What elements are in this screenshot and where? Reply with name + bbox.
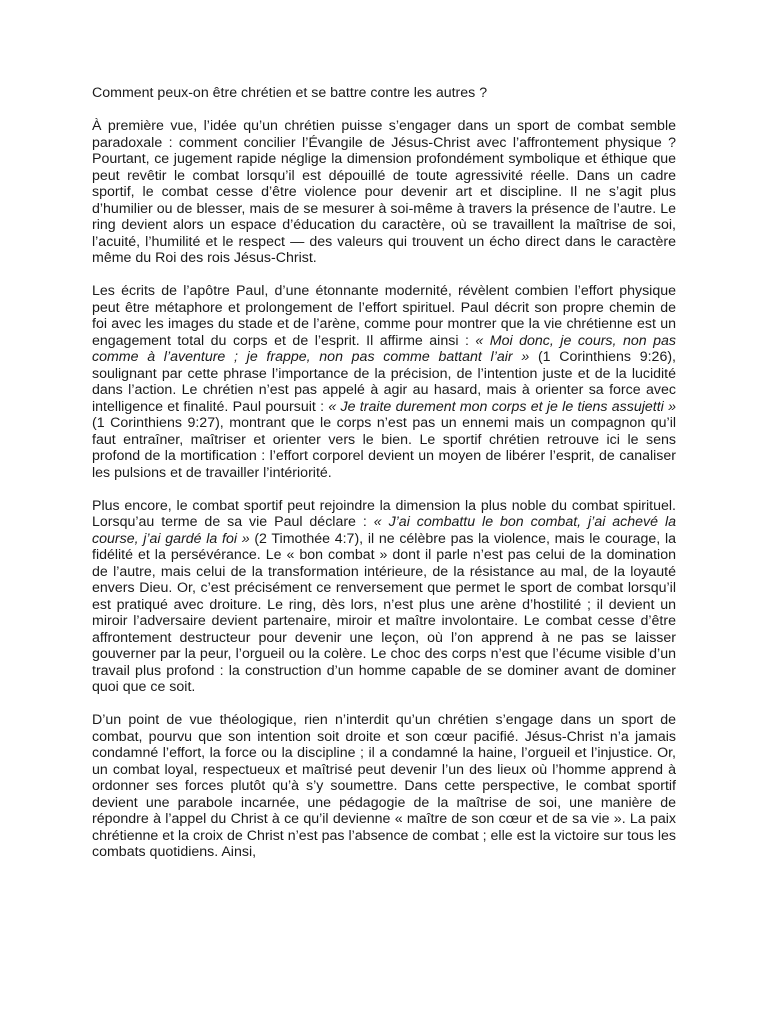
document-title: Comment peux-on être chrétien et se battre contre les autres ?	[92, 85, 488, 101]
bible-quote: « Je traite durement mon corps et je le tiens assujetti »	[328, 398, 676, 415]
paragraph-text: Les écrits de l’apôtre Paul, d’une étonnante modernité, révèlent combien l’effort physique peut être métaphore et prolongement de l’effort spirituel. Paul décrit son propre chemin de foi avec les images du stade et de l’arène, comme pour montrer que la vie chrétienne est un engagement total du corps et de l’esprit. Il affirme ainsi :	[92, 283, 676, 349]
paragraph-text: Plus encore, le combat sportif peut rejoindre la dimension la plus noble du combat spirituel. Lorsqu’au terme de sa vie Paul déclare :	[92, 497, 676, 530]
paragraph-text: (2 Timothée 4:7), il ne célèbre pas la violence, mais le courage, la fidélité et la persévérance. Le « bon combat » dont il parle n’est pas celui de la domination de l’autre, mais celui de la transformation intérieure, de la résistance au mal, de la loyauté envers Dieu. Or, c’est précisément ce renversement que permet le sport de combat lorsqu’il est pratiqué avec droiture. Le ring, dès lors, n’est plus une arène d’hostilité ; il devient un miroir l’adversaire devient partenaire, miroir et maître involontaire. Le combat cesse d’être affrontement destructeur pour devenir une leçon, où l’on apprend à ne pas se laisser gouverner par la peur, l’orgueil ou la colère. Le choc des corps n’est que l’écume visible d’un travail plus profond : la construction d’un homme capable de se dominer avant de dominer quoi que ce soit.	[92, 530, 676, 695]
bible-quote: « J’ai combattu le bon combat, j’ai achevé la course, j’ai gardé la foi »	[92, 514, 676, 547]
paragraph-text: (1 Corinthiens 9:27), montrant que le corps n’est pas un ennemi mais un compagnon qu’il faut entraîner, maîtriser et orienter vers le bien. Le sportif chrétien retrouve ici le sens profond de la mortification : l’effort corporel devient un moyen de libérer l’esprit, de canaliser les pulsions et de travailler l’intériorité.	[92, 415, 676, 481]
paragraph-4	[92, 712, 676, 861]
document-page	[92, 85, 676, 877]
paragraph-text: (1 Corinthiens 9:26), soulignant par cette phrase l’importance de la précision, de l’intention juste et de la lucidité dans l’action. Le chrétien n’est pas appelé à agir au hasard, mais à orienter sa force avec intelligence et finalité. Paul poursuit :	[92, 349, 677, 415]
paragraph-text: À première vue, l’idée qu’un chrétien puisse s’engager dans un sport de combat semble paradoxale : comment concilier l’Évangile de Jésus-Christ avec l’affrontement physique ? Pourtant, ce jugement rapide néglige la dimension profondément symbolique et éthique que peut revêtir le combat lorsqu’il est dépouillé de toute agressivité réelle. Dans un cadre sportif, le combat cesse d’être violence pour devenir art et discipline. Il ne s’agit plus d’humilier ou de blesser, mais de se mesurer à soi-même à travers la présence de l’autre. Le ring devient alors un espace d’éducation du caractère, où se travaillent la maîtrise de soi, l’acuité, l’humilité et le respect — des valeurs qui trouvent un écho direct dans le caractère même du Roi des rois Jésus-Christ.	[92, 118, 676, 266]
paragraph-2	[92, 283, 676, 481]
paragraph-text: D’un point de vue théologique, rien n’interdit qu’un chrétien s’engage dans un sport de combat, pourvu que son intention soit droite et son cœur pacifié. Jésus-Christ n’a jamais condamné l’effort, la force ou la discipline ; il a condamné la haine, l’orgueil et l’injustice. Or, un combat loyal, respectueux et maîtrisé peut devenir l’un des lieux où l’homme apprend à ordonner ses forces plutôt qu’à s’y soumettre. Dans cette perspective, le combat sportif devient une parabole incarnée, une pédagogie de la maîtrise de soi, une manière de répondre à l’appel du Christ à ce qu’il devienne « maître de son cœur et de sa vie ». La paix chrétienne et la croix de Christ n’est pas l’absence de combat ; elle est la victoire sur tous les combats quotidiens. Ainsi,	[92, 712, 676, 860]
paragraph-3	[92, 498, 676, 696]
bible-quote: « Moi donc, je cours, non pas comme à l’aventure ; je frappe, non pas comme battant l’air »	[92, 332, 676, 365]
paragraph-1	[92, 118, 676, 267]
